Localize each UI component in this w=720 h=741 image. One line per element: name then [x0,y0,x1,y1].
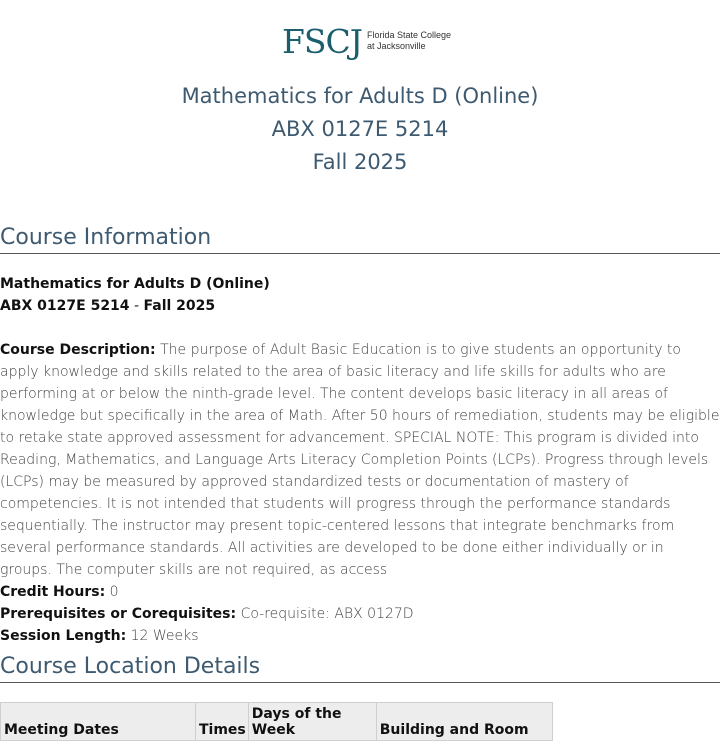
prerequisites [0,603,720,625]
course-separator: - [134,298,140,314]
session-length [0,625,720,647]
page-course-code: ABX 0127E 5214 [271,117,449,141]
course-name: Mathematics for Adults D (Online) [0,276,270,292]
course-location-table [0,702,553,741]
page-term: Fall 2025 [312,150,408,174]
course-code: ABX 0127E 5214 [0,298,130,314]
course-code-term [0,295,720,317]
column-header-times: Times [196,703,249,741]
session-length-value: 12 Weeks [130,628,199,644]
logo-mark: FSCJ [282,22,362,61]
course-information-section [0,273,720,647]
column-header-days: Days of the Week [248,703,376,741]
prerequisites-label: Prerequisites or Corequisites: [0,606,237,622]
logo-line-2: at Jacksonville [366,41,426,51]
course-information-heading: Course Information [0,224,720,254]
table-header-row [1,703,553,741]
column-header-meeting-dates: Meeting Dates [1,703,196,741]
credit-hours-value: 0 [109,584,119,600]
page-title: Mathematics for Adults D (Online) [181,84,539,108]
session-length-label: Session Length: [0,628,127,644]
logo-text [367,30,451,52]
credit-hours-label: Credit Hours: [0,584,106,600]
course-description [0,339,720,581]
prerequisites-value: Co-requisite: ABX 0127D [240,606,414,622]
fscj-logo [282,24,451,64]
column-header-building-room: Building and Room [376,703,552,741]
course-description-text: The purpose of Adult Basic Education is to give students an opportunity to apply knowledge and skills related to the area of basic literacy and life skills for adults who are performing at or below the ninth-grade level. The content develops basic literacy in all areas of knowledge but specifically in the area of Math. After 50 hours of remediation, students may be eligible to retake state approved assessment for advancement. SPECIAL NOTE: This program is divided into Reading, Mathematics, and Language Arts Literacy Completion Points (LCPs). Progress through levels (LCPs) may be measured by approved standardized tests or documentation of mastery of competencies. It is not intended that students will progress through the performance standards sequentially. The instructor may present topic-centered lessons that integrate benchmarks from several performance standards. All activities are developed to be done either individually or in groups. The computer skills are not required, as access [0,342,720,578]
credit-hours [0,581,720,603]
course-term: Fall 2025 [143,298,216,314]
course-location-heading: Course Location Details [0,653,720,683]
course-description-label: Course Description: [0,342,156,358]
logo-line-1: Florida State College [366,30,452,40]
page-title-block [0,80,720,179]
